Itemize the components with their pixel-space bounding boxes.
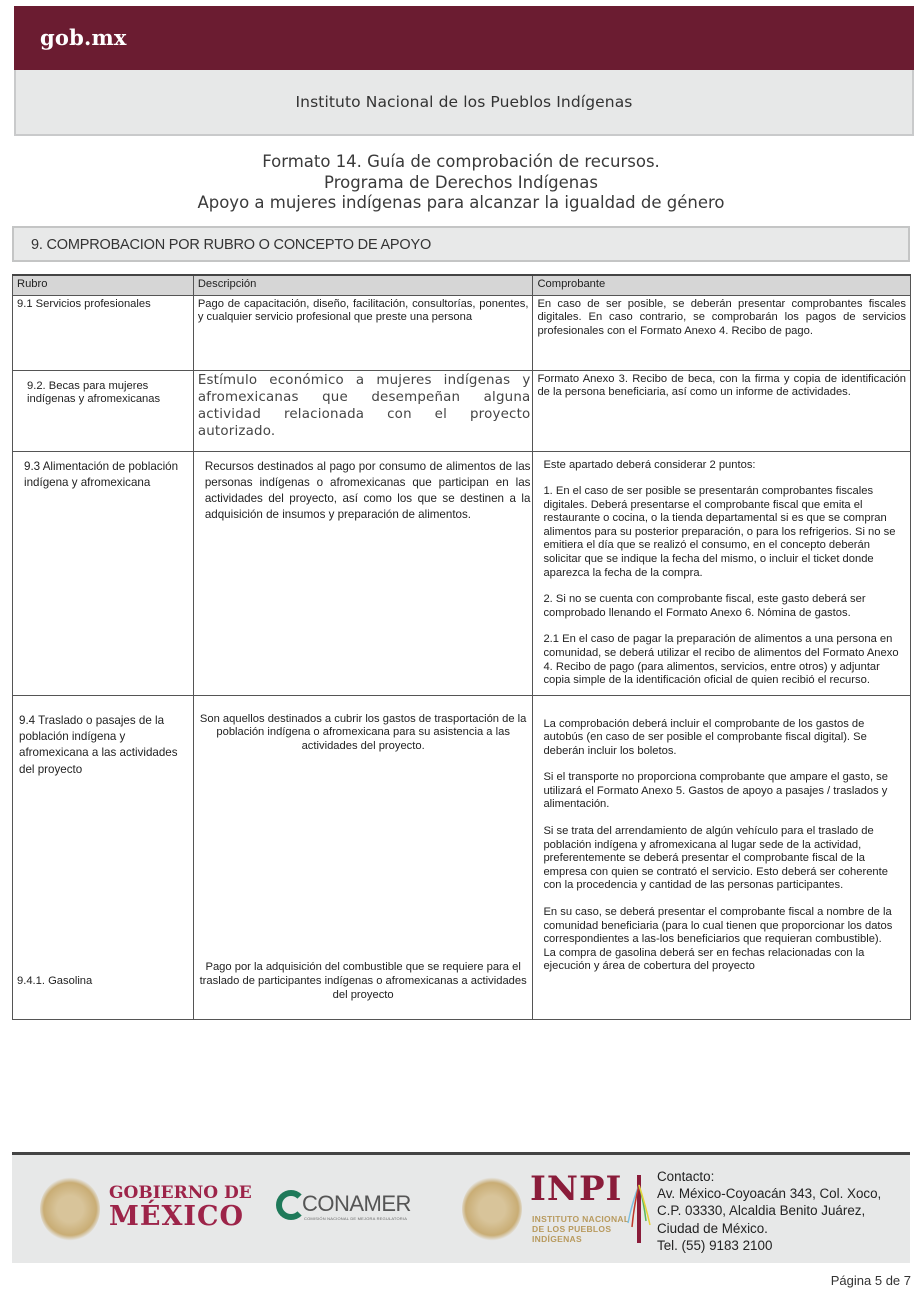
comprobante-cell — [533, 695, 911, 1019]
comprobante-paragraph: 1. En el caso de ser posible se presentarán comprobantes fiscales digitales. Deberá presentarse el comprobante fiscal que emita el restaurante o cocina, o la tienda departamental si es que se compran alimentos para su posterior preparación, o para los refrigerios. Si no se emitiera el día que se realizó el consumo, en el concepto deberán solicitar que se indique la fecha del mismo, o incluir el ticket donde aparezca la fecha de la compra. — [543, 485, 896, 579]
comprobante-paragraph: 2.1 En el caso de pagar la preparación de alimentos a una persona en comunidad, se deberá utilizar el recibo de alimentos del Formato Anexo 4. Recibo de pago (para alimentos, servicios, entre otros) y adjuntar copia simple de la identificación oficial de quien recibió el recurso. — [543, 633, 899, 687]
descripcion-text: Estímulo económico a mujeres indígenas y afromexicanas que desempeñan alguna actividad relacionada con el proyecto autorizado. — [197, 372, 531, 439]
page-number: Página 5 de 7 — [830, 1273, 911, 1288]
comprobante-paragraph: Si se trata del arrendamiento de algún vehículo para el traslado de población indígena y afromexicana al lugar sede de la actividad, preferentemente se deberá presentar el comprobante fiscal de la empresa con quien se contrató el servicio. Esto deberá ser coherente con la procedencia y cantidad de las personas participantes. — [543, 825, 888, 892]
inpi-subtitle-line: INSTITUTO NACIONAL — [532, 1214, 630, 1224]
descripcion-cell: Pago de capacitación, diseño, facilitación, consultorías, ponentes, y cualquier servicio profesional que preste una persona — [193, 295, 533, 370]
title-line-1: Formato 14. Guía de comprobación de recursos. — [262, 152, 660, 171]
inpi-name: INPI — [530, 1169, 623, 1209]
section-header — [12, 226, 910, 262]
table-row — [13, 295, 911, 370]
inpi-ribbon-icon — [624, 1173, 652, 1245]
table-row — [13, 451, 911, 695]
title-line-3: Apoyo a mujeres indígenas para alcanzar la igualdad de género — [197, 193, 725, 212]
gobierno-line-1: GOBIERNO DE — [109, 1183, 252, 1203]
contact-label: Contacto: — [657, 1169, 715, 1184]
rubro-cell: 9.3 Alimentación de población indígena y afromexicana — [13, 451, 194, 695]
header-comprobante: Comprobante — [533, 275, 911, 295]
institution-name: Instituto Nacional de los Pueblos Indígenas — [295, 93, 633, 111]
comprobante-paragraph: Este apartado deberá considerar 2 puntos: — [543, 458, 756, 471]
table-row — [13, 695, 911, 945]
contact-info — [657, 1168, 881, 1254]
title-line-2: Programa de Derechos Indígenas — [324, 172, 598, 192]
table-row — [13, 370, 911, 451]
descripcion-cell: Son aquellos destinados a cubrir los gastos de trasportación de la población indígena o afromexicana para su asistencia a las actividades del proyecto. — [193, 695, 533, 945]
conamer-name: CONAMER — [302, 1191, 411, 1216]
rubro-cell: 9.2. Becas para mujeres indígenas y afromexicanas — [13, 370, 194, 451]
contact-address-3: Ciudad de México. — [657, 1220, 768, 1236]
document-titles — [0, 152, 922, 214]
comprobante-cell — [533, 451, 911, 695]
gob-mx-logo[interactable]: gob.mx — [40, 25, 127, 50]
conamer-subtitle: COMISIÓN NACIONAL DE MEJORA REGULATORIA — [304, 1216, 408, 1221]
descripcion-cell: Recursos destinados al pago por consumo de alimentos de las personas indígenas o afromexicanas que participan en las actividades del proyecto, así como los que se destinen a la adquisición de insumos y preparación de alimentos. — [193, 451, 533, 695]
descripcion-cell — [193, 370, 533, 451]
comprobante-paragraph: 2. Si no se cuenta con comprobante fiscal, este gasto deberá ser comprobado llenando el Formato Anexo 6. Nómina de gastos. — [543, 593, 866, 619]
inpi-subtitle — [532, 1214, 629, 1244]
table-header-row — [13, 275, 911, 295]
contact-address-2: C.P. 03330, Alcaldia Benito Juárez, — [657, 1203, 866, 1219]
descripcion-cell: Pago por la adquisición del combustible que se requiere para el traslado de participantes indígenas o afromexicanas a actividades del proyecto — [193, 945, 533, 1019]
inpi-subtitle-line: DE LOS PUEBLOS — [532, 1224, 612, 1234]
institution-bar — [14, 70, 914, 136]
rubro-cell: 9.1 Servicios profesionales — [13, 295, 194, 370]
comprobante-cell: En caso de ser posible, se deberán presentar comprobantes fiscales digitales. En caso contrario, se comprobarán los pagos de servicios profesionales con el Formato Anexo 4. Recibo de pago. — [533, 295, 911, 370]
comprobacion-table — [12, 274, 911, 1020]
rubro-cell: 9.4.1. Gasolina — [13, 945, 194, 1019]
header-rubro: Rubro — [13, 275, 194, 295]
comprobante-paragraph: Si el transporte no proporciona comprobante que ampare el gasto, se utilizará el Formato Anexo 5. Gastos de apoyo a pasajes / traslados y alimentación. — [543, 771, 888, 811]
comprobante-cell: Formato Anexo 3. Recibo de beca, con la firma y copia de identificación de la persona beneficiaria, así como un informe de actividades. — [533, 370, 911, 451]
gobierno-line-2: MÉXICO — [109, 1201, 245, 1232]
contact-address-1: Av. México-Coyoacán 343, Col. Xoco, — [657, 1186, 882, 1202]
coat-of-arms-icon — [40, 1177, 100, 1241]
section-title: 9. COMPROBACION POR RUBRO O CONCEPTO DE APOYO — [31, 237, 432, 253]
footer — [12, 1155, 910, 1263]
inpi-subtitle-line: INDÍGENAS — [532, 1234, 582, 1244]
coat-of-arms-icon — [462, 1177, 522, 1241]
contact-phone: Tel. (55) 9183 2100 — [657, 1237, 773, 1253]
comprobante-paragraph: La comprobación deberá incluir el comprobante de los gastos de autobús (en caso de ser posible el comprobante fiscal digital). Se deberán incluir los boletos. — [543, 717, 867, 757]
comprobante-paragraph: En su caso, se deberá presentar el comprobante fiscal a nombre de la comunidad beneficiaria (para lo cual tienen que proporcionar los datos correspondientes a las-los beneficiarios que requieran combustible). La compra de gasolina deberá ser en fechas relacionadas con la ejecución y área de cobertura del proyecto — [543, 906, 893, 973]
rubro-cell: 9.4 Traslado o pasajes de la población indígena y afromexicana a las actividades del proyecto — [13, 695, 194, 945]
header-descripcion: Descripción — [193, 275, 533, 295]
gob-header-bar — [14, 6, 914, 70]
